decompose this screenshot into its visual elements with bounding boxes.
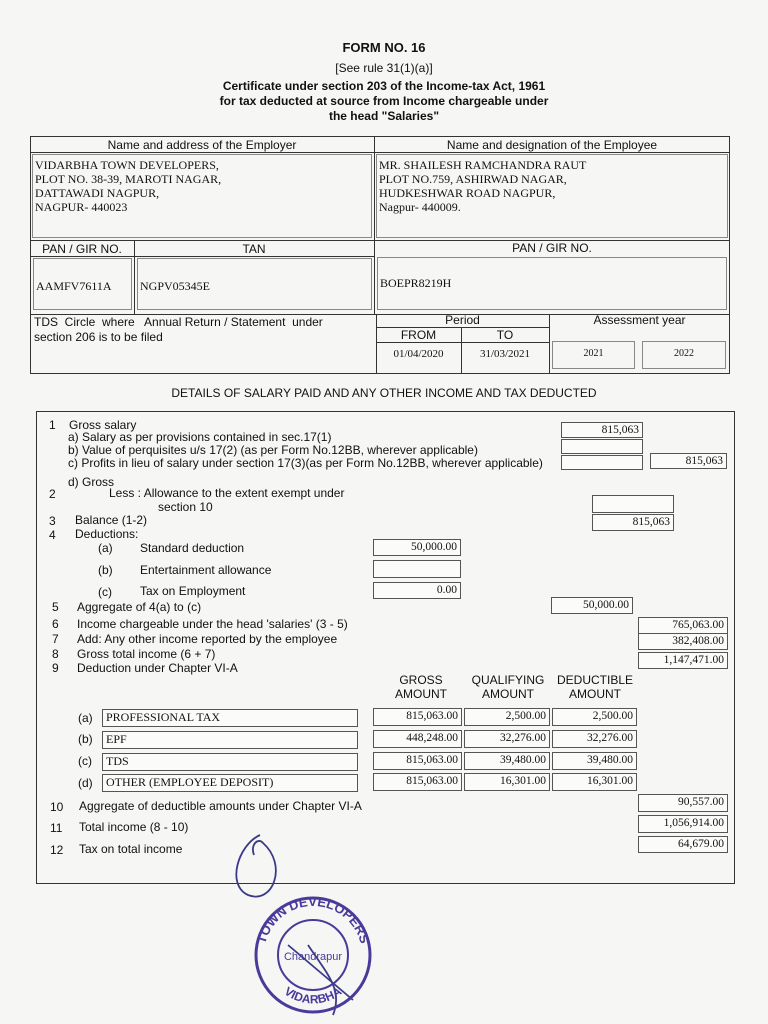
- company-stamp: [218, 825, 408, 1020]
- item-2-number: 2: [49, 487, 56, 501]
- employee-pan-label: PAN / GIR NO.: [512, 241, 592, 255]
- vi-a-row-tag: (a): [78, 711, 93, 725]
- employer-pan-label: PAN / GIR NO.: [42, 242, 122, 256]
- details-title: DETAILS OF SALARY PAID AND ANY OTHER INCOME AND TAX DEDUCTED: [171, 386, 597, 400]
- item-8-number: 8: [52, 647, 59, 661]
- balance-label: Balance (1-2): [75, 513, 148, 527]
- vi-a-row-gross: 815,063.00: [373, 708, 462, 726]
- vi-a-row-deductible: 2,500.00: [552, 708, 637, 726]
- employee-heading: Name and designation of the Employee: [446, 138, 658, 152]
- tax-on-total-income-label: Tax on total income: [79, 842, 183, 856]
- allowance-exempt-label: Less : Allowance to the extent exempt under: [109, 486, 345, 500]
- total-income-label: Total income (8 - 10): [79, 820, 189, 834]
- deduction-a-tag: (a): [98, 541, 113, 555]
- aggregate-vi-a-value: 90,557.00: [638, 794, 728, 812]
- item-6-number: 6: [52, 617, 59, 631]
- aggregate-vi-a-label: Aggregate of deductible amounts under Chapter VI-A: [79, 799, 362, 813]
- vi-a-row-tag: (d): [78, 776, 93, 790]
- assessment-year-from: 2021: [583, 348, 604, 359]
- vi-a-row-gross: 448,248.00: [373, 730, 462, 748]
- deductions-label: Deductions:: [75, 527, 139, 541]
- assessment-year-label: Assessment year: [593, 313, 686, 327]
- allowance-exempt-value: [592, 495, 674, 513]
- item-9-number: 9: [52, 661, 59, 675]
- employer-address-line-1: PLOT NO. 38-39, MAROTI NAGAR,: [35, 172, 222, 186]
- gross-d-value: 815,063: [650, 453, 727, 469]
- employer-address-line-2: DATTAWADI NAGPUR,: [35, 186, 160, 200]
- aggregate-4-value: 50,000.00: [551, 597, 633, 614]
- vi-a-row-tag: (b): [78, 732, 93, 746]
- employer-tan-label: TAN: [242, 242, 266, 256]
- deduction-vi-a-label: Deduction under Chapter VI-A: [77, 661, 238, 675]
- period-label: Period: [445, 313, 480, 327]
- other-income-label: Add: Any other income reported by the employee: [77, 632, 338, 646]
- stamp-top-text: TOWN DEVELOPERS: [253, 893, 373, 946]
- entertainment-allowance-value: [373, 560, 461, 578]
- standard-deduction-value: 50,000.00: [373, 539, 461, 556]
- employer-tan: NGPV05345E: [140, 279, 211, 293]
- salary-17-1-label: a) Salary as per provisions contained in sec.17(1): [68, 430, 332, 444]
- tax-on-employment-label: Tax on Employment: [140, 584, 246, 598]
- gross-amount-heading: GROSS AMOUNT: [395, 673, 447, 701]
- period-from-label: FROM: [400, 328, 437, 342]
- vi-a-row-name: EPF: [102, 731, 358, 749]
- certificate-line-3: the head "Salaries": [328, 109, 440, 123]
- vi-a-row-gross: 815,063.00: [373, 773, 462, 791]
- item-1-number: 1: [49, 418, 56, 432]
- balance-value: 815,063: [592, 514, 674, 531]
- employee-address-line-1: PLOT NO.759, ASHIRWAD NAGAR,: [379, 172, 567, 186]
- employee-address-line-3: Nagpur- 440009.: [379, 200, 461, 214]
- gross-total-income-value: 1,147,471.00: [638, 652, 728, 669]
- total-income-value: 1,056,914.00: [638, 815, 728, 833]
- vi-a-row-qualifying: 39,480.00: [464, 752, 550, 770]
- employer-name: VIDARBHA TOWN DEVELOPERS,: [35, 158, 219, 172]
- vi-a-row-deductible: 16,301.00: [552, 773, 637, 791]
- tax-on-employment-value: 0.00: [373, 582, 461, 599]
- gross-total-income-label: Gross total income (6 + 7): [77, 647, 216, 661]
- vi-a-row-gross: 815,063.00: [373, 752, 462, 770]
- profits-label: c) Profits in lieu of salary under section 17(3)(as per Form No.12BB, wherever applicable): [68, 456, 543, 470]
- item-3-number: 3: [49, 514, 56, 528]
- vi-a-row-name: TDS: [102, 753, 358, 771]
- period-from: 01/04/2020: [393, 348, 444, 360]
- other-income-value: 382,408.00: [638, 633, 728, 650]
- perquisites-label: b) Value of perquisites u/s 17(2) (as per Form No.12BB, wherever applicable): [68, 443, 478, 457]
- tds-circle-label-2: section 206 is to be filed: [34, 330, 163, 344]
- vi-a-row-qualifying: 32,276.00: [464, 730, 550, 748]
- employer-pan: AAMFV7611A: [36, 279, 112, 293]
- item-11-number: 11: [50, 821, 63, 835]
- deduction-c-tag: (c): [98, 585, 112, 599]
- vi-a-row-name: OTHER (EMPLOYEE DEPOSIT): [102, 774, 358, 792]
- employee-address-line-2: HUDKESHWAR ROAD NAGPUR,: [379, 186, 556, 200]
- stamp-bottom-text: VIDARBHA: [281, 984, 345, 1007]
- deductible-amount-heading: DEDUCTIBLE AMOUNT: [556, 673, 633, 701]
- vi-a-row-name: PROFESSIONAL TAX: [102, 709, 358, 727]
- income-salaries-label: Income chargeable under the head 'salaries' (3 - 5): [77, 617, 348, 631]
- income-salaries-value: 765,063.00: [638, 617, 728, 634]
- item-7-number: 7: [52, 632, 59, 646]
- tax-on-total-income-value: 64,679.00: [638, 836, 728, 853]
- item-10-number: 10: [50, 800, 64, 814]
- item-5-number: 5: [52, 600, 59, 614]
- certificate-line-2: for tax deducted at source from Income chargeable under: [219, 94, 549, 108]
- vi-a-row-deductible: 39,480.00: [552, 752, 637, 770]
- salary-17-1-value: 815,063: [561, 422, 643, 438]
- certificate-line-1: Certificate under section 203 of the Income-tax Act, 1961: [222, 79, 546, 93]
- stamp-center-text: Chandrapur: [283, 951, 343, 963]
- employer-address-line-3: NAGPUR- 440023: [35, 200, 128, 214]
- gross-salary-label: Gross salary: [69, 418, 137, 432]
- item-12-number: 12: [50, 843, 64, 857]
- employee-name: MR. SHAILESH RAMCHANDRA RAUT: [379, 158, 587, 172]
- assessment-year-to: 2022: [674, 348, 694, 359]
- entertainment-allowance-label: Entertainment allowance: [140, 563, 272, 577]
- employee-pan: BOEPR8219H: [380, 276, 452, 290]
- rule-reference: [See rule 31(1)(a)]: [335, 61, 433, 75]
- standard-deduction-label: Standard deduction: [140, 541, 245, 555]
- gross-d-label: d) Gross: [68, 475, 115, 489]
- deduction-b-tag: (b): [98, 563, 113, 577]
- period-to-label: TO: [496, 328, 514, 342]
- tds-circle-label-1: TDS Circle where Annual Return / Statement under: [34, 315, 323, 329]
- form-title: FORM NO. 16: [342, 40, 426, 55]
- perquisites-value: [561, 439, 643, 454]
- profits-value: [561, 455, 643, 470]
- aggregate-4-label: Aggregate of 4(a) to (c): [77, 600, 202, 614]
- employer-heading: Name and address of the Employer: [107, 138, 297, 152]
- item-4-number: 4: [49, 528, 56, 542]
- period-to: 31/03/2021: [479, 348, 531, 360]
- allowance-exempt-label-2: section 10: [158, 500, 213, 514]
- vi-a-row-qualifying: 2,500.00: [464, 708, 550, 726]
- vi-a-row-deductible: 32,276.00: [552, 730, 637, 748]
- vi-a-row-qualifying: 16,301.00: [464, 773, 550, 791]
- vi-a-row-tag: (c): [78, 754, 92, 768]
- qualifying-amount-heading: QUALIFYING AMOUNT: [471, 673, 545, 701]
